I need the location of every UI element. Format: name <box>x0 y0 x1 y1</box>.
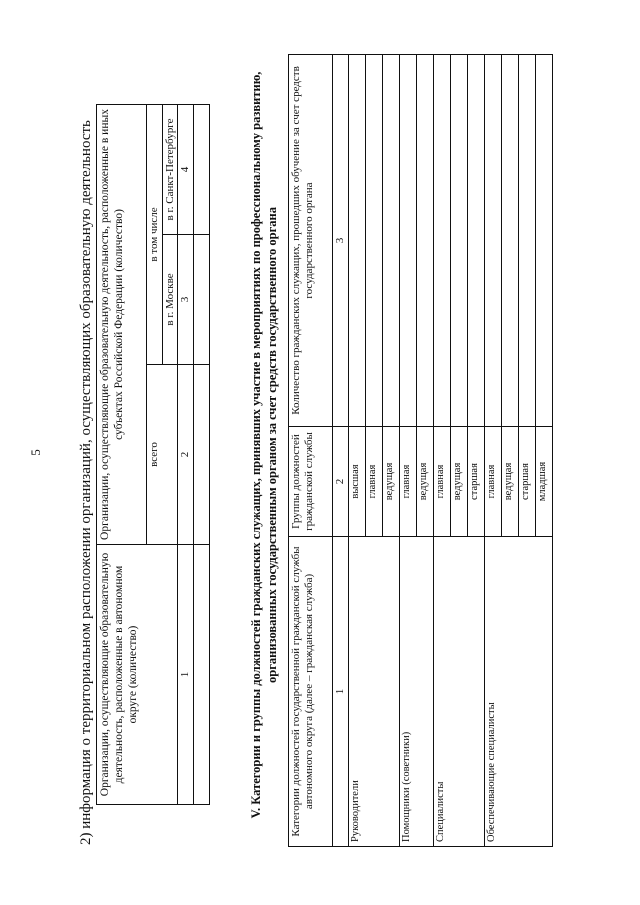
t1-header-autonomous-okrug: Организации, осуществляющие образовательную деятельность, расположенные в автономном округе (количество) <box>97 545 178 805</box>
t1-header-total: всего <box>147 365 178 545</box>
t2-count-cell <box>450 55 467 427</box>
t2-col-number-3: 3 <box>333 55 349 427</box>
t2-group-cell: ведущая <box>416 427 433 537</box>
t2-count-cell <box>399 55 416 427</box>
t1-header-spb: в г. Санкт-Петербурге <box>162 104 178 234</box>
t2-group-cell: ведущая <box>450 427 467 537</box>
t2-header-groups: Группы должностей гражданской службы <box>289 427 333 537</box>
t1-col-number-4: 4 <box>178 104 194 234</box>
t2-header-categories: Категории должностей государственной гражданской службы автономного округа (далее – гражданская служба) <box>289 537 333 847</box>
t2-group-cell: старшая <box>518 427 535 537</box>
section-v-heading <box>248 45 280 845</box>
t2-count-cell <box>348 55 365 427</box>
t1-header-moscow: в г. Москве <box>162 235 178 365</box>
t2-category-cell: Помощники (советники) <box>399 537 433 847</box>
t2-category-cell: Специалисты <box>433 537 484 847</box>
t2-group-cell: главная <box>484 427 501 537</box>
t2-count-cell <box>365 55 382 427</box>
t1-col-number-2: 2 <box>178 365 194 545</box>
t2-category-cell: Обеспечивающие специалисты <box>484 537 552 847</box>
t2-group-cell: ведущая <box>382 427 399 537</box>
t2-group-cell: ведущая <box>501 427 518 537</box>
subsection-heading: 2) информация о территориальном расположении организаций, осуществляющих образовательную деятельность <box>78 120 94 845</box>
t1-col-number-3: 3 <box>178 235 194 365</box>
t2-group-cell: младшая <box>535 427 552 537</box>
t2-count-cell <box>433 55 450 427</box>
t2-count-cell <box>535 55 552 427</box>
t2-group-cell: главная <box>433 427 450 537</box>
t2-group-cell: старшая <box>467 427 484 537</box>
t2-count-cell <box>416 55 433 427</box>
t2-group-cell: главная <box>365 427 382 537</box>
t2-count-cell <box>467 55 484 427</box>
t2-count-cell <box>382 55 399 427</box>
t1-empty-cell <box>193 104 209 234</box>
t2-count-cell <box>484 55 501 427</box>
t2-header-count: Количество гражданских служащих, прошедших обучение за счет средств государственного органа <box>289 55 333 427</box>
organizations-location-table <box>96 104 210 805</box>
t1-col-number-1: 1 <box>178 545 194 805</box>
t2-count-cell <box>518 55 535 427</box>
section-v-heading-line2: организованных государственным органом за счет средств государственного органа <box>265 207 279 683</box>
t2-col-number-1: 1 <box>333 537 349 847</box>
t2-group-cell: главная <box>399 427 416 537</box>
t2-col-number-2: 2 <box>333 427 349 537</box>
t1-empty-cell <box>193 365 209 545</box>
t1-header-including: в том числе <box>147 104 163 364</box>
section-v-heading-line1: V. Категории и группы должностей гражданских служащих, принявших участие в мероприятиях по профессиональному развитию, <box>249 71 263 819</box>
t1-header-other-regions: Организации, осуществляющие образовательную деятельность, расположенные в иных субъектах Российской Федерации (количество) <box>97 104 147 544</box>
t2-category-cell: Руководители <box>348 537 399 847</box>
page-number: 5 <box>28 449 43 456</box>
t2-group-cell: высшая <box>348 427 365 537</box>
t1-empty-cell <box>193 545 209 805</box>
t1-empty-cell <box>193 235 209 365</box>
training-participants-table <box>288 54 553 847</box>
t2-count-cell <box>501 55 518 427</box>
